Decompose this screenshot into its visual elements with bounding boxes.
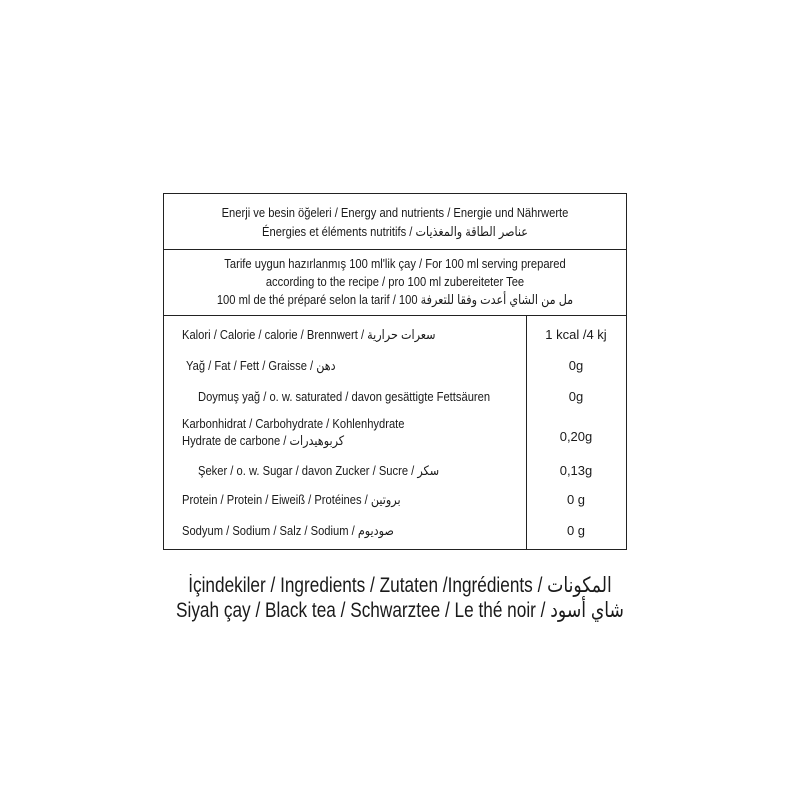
nutrient-label: Doymuş yağ / o. w. saturated / davon gesättigte Fettsäuren xyxy=(198,389,491,404)
serving-line-3: 100 ml de thé préparé selon la tarif / 100 مل من الشاي أعدت وفقا للتعرفة xyxy=(216,292,574,307)
nutrient-value: 0g xyxy=(568,358,584,373)
nutrient-label: Şeker / o. w. Sugar / davon Zucker / Sucre / سكر xyxy=(198,463,440,478)
nutrient-label: Protein / Protein / Eiweiß / Protéines / بروتين xyxy=(182,492,401,507)
serving-line-1: Tarife uygun hazırlanmış 100 ml'lik çay / For 100 ml serving prepared xyxy=(224,256,566,271)
nutrient-label: Yağ / Fat / Fett / Graisse / دهن xyxy=(186,358,336,373)
serving-line-2: according to the recipe / pro 100 ml zubereiteter Tee xyxy=(265,274,525,289)
energy-header-line-2: Énergies et éléments nutritifs / عناصر الطاقة والمغذيات xyxy=(262,224,528,239)
ingredients-heading: İçindekiler / Ingredients / Zutaten /Ingrédients / المكونات xyxy=(188,574,612,597)
nutrient-value: 1 kcal /4 kj xyxy=(545,327,607,342)
ingredients-text: Siyah çay / Black tea / Schwarztee / Le thé noir / شاي أسود xyxy=(176,599,624,622)
nutrient-label-line-2: Hydrate de carbone / كربوهيدرات xyxy=(182,433,345,448)
nutrient-value: 0 g xyxy=(566,523,586,538)
nutrient-label: Sodyum / Sodium / Salz / Sodium / صوديوم xyxy=(182,523,394,538)
nutrient-value: 0,13g xyxy=(559,463,593,478)
nutrient-label: Karbonhidrat / Carbohydrate / Kohlenhydrate xyxy=(182,416,405,431)
energy-header xyxy=(164,194,626,250)
energy-header-line-1: Enerji ve besin öğeleri / Energy and nutrients / Energie und Nährwerte xyxy=(221,205,569,220)
serving-info xyxy=(164,250,626,316)
nutrient-value: 0g xyxy=(568,389,584,404)
nutrient-value: 0 g xyxy=(566,492,586,507)
nutrition-table xyxy=(163,193,627,550)
nutrient-label: Kalori / Calorie / calorie / Brennwert / سعرات حرارية xyxy=(182,327,436,342)
nutrient-value: 0,20g xyxy=(559,429,593,444)
